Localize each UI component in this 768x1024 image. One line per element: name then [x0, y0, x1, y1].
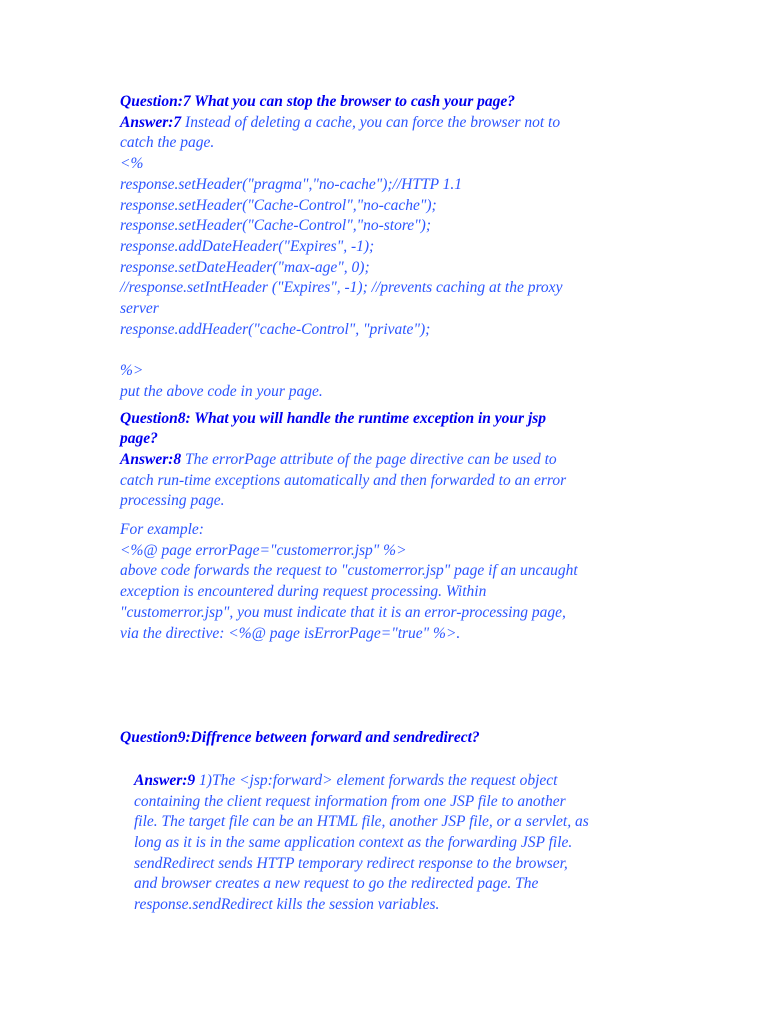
answer-7-text-line: catch the page.: [120, 134, 215, 152]
answer-9-text: 1)The <jsp:forward> element forwards the request object: [195, 771, 558, 789]
question-8-heading-cont: page?: [120, 430, 158, 448]
answer-9-block: [134, 771, 640, 916]
spacer: [120, 644, 640, 728]
code-line: response.setHeader("Cache-Control","no-cache");: [120, 196, 437, 214]
answer-9-first-line: [134, 771, 640, 792]
answer-9-text-line: containing the client request information from one JSP file to another: [134, 792, 566, 810]
code-line: response.setDateHeader("max-age", 0);: [120, 258, 370, 276]
code-line: response.setHeader("Cache-Control","no-store");: [120, 217, 432, 235]
question-7-heading: Question:7 What you can stop the browser to cash your page?: [120, 93, 516, 110]
code-line: response.setHeader("pragma","no-cache");//HTTP 1.1: [120, 175, 463, 193]
example-line: exception is encountered during request processing. Within: [120, 583, 487, 601]
code-line: //response.setIntHeader ("Expires", -1); //prevents caching at the proxy: [120, 279, 563, 297]
code-line: response.addHeader("cache-Control", "private");: [120, 320, 431, 338]
example-line: via the directive: <%@ page isErrorPage="true" %>.: [120, 624, 461, 642]
answer-8-text: The errorPage attribute of the page directive can be used to: [181, 450, 557, 468]
document-page: [120, 92, 640, 916]
answer-8-text-line: catch run-time exceptions automatically and then forwarded to an error: [120, 471, 567, 489]
spacer: [120, 340, 640, 361]
code-line: server: [120, 300, 159, 318]
answer-9-text-line: long as it is in the same application context as the forwarding JSP file.: [134, 834, 573, 852]
example-line: For example:: [120, 521, 204, 539]
answer-7-closing: put the above code in your page.: [120, 382, 323, 400]
example-line: "customerror.jsp", you must indicate that it is an error-processing page,: [120, 603, 566, 621]
answer-9-text-line: sendRedirect sends HTTP temporary redirect response to the browser,: [134, 854, 568, 872]
answer-9-text-line: and browser creates a new request to go the redirected page. The: [134, 875, 539, 893]
spacer: [120, 512, 640, 520]
answer-9-text-line: file. The target file can be an HTML file, another JSP file, or a servlet, as: [134, 813, 589, 831]
answer-9-text-line: response.sendRedirect kills the session variables.: [134, 896, 440, 914]
answer-8-label: Answer:8: [120, 450, 182, 468]
code-line: <%: [120, 155, 144, 173]
example-line: <%@ page errorPage="customerror.jsp" %>: [120, 541, 407, 559]
question-9-heading: Question9:Diffrence between forward and sendredirect?: [120, 729, 480, 747]
answer-8-first-line: [120, 450, 640, 471]
question-8-heading: Question8: What you will handle the runtime exception in your jsp: [120, 409, 547, 427]
answer-7-text: Instead of deleting a cache, you can force the browser not to: [181, 113, 561, 131]
example-line: above code forwards the request to "customerror.jsp" page if an uncaught: [120, 562, 578, 580]
spacer: [120, 749, 640, 771]
answer-8-text-line: processing page.: [120, 492, 225, 510]
answer-9-label: Answer:9: [134, 771, 196, 789]
code-end: %>: [120, 362, 144, 380]
code-line: response.addDateHeader("Expires", -1);: [120, 237, 375, 255]
answer-7-first-line: [120, 113, 640, 134]
answer-7-label: Answer:7: [120, 113, 182, 131]
